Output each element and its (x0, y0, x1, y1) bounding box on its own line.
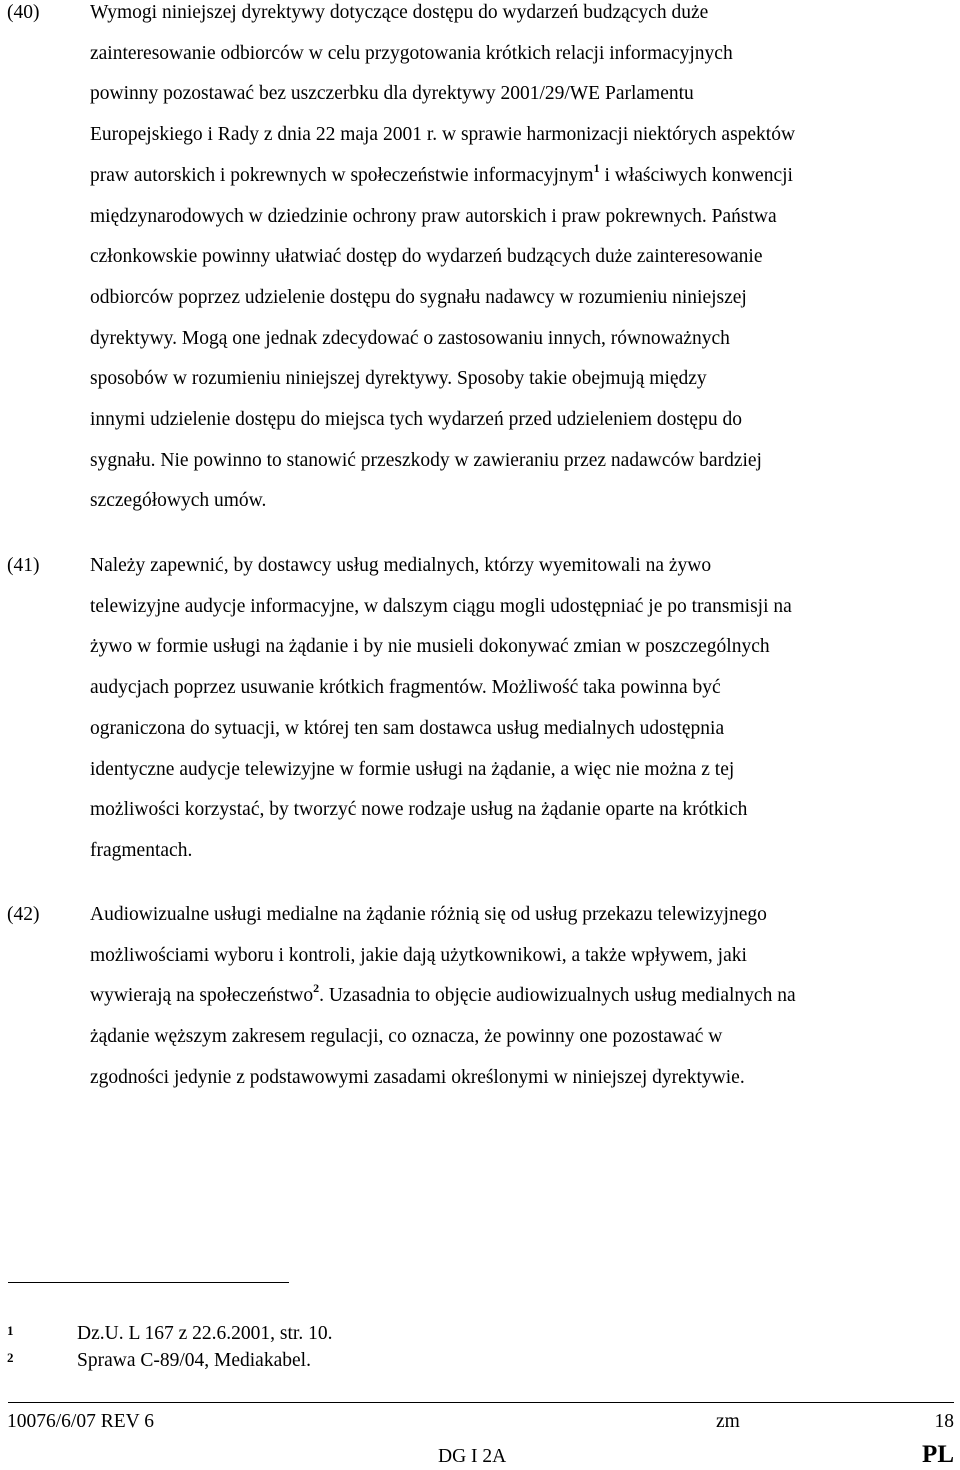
text-line: identyczne audycje telewizyjne w formie usługi na żądanie, a więc nie można z tej (90, 758, 735, 780)
text-line: powinny pozostawać bez uszczerbku dla dyrektywy 2001/29/WE Parlamentu (90, 83, 694, 105)
paragraph-number: (40) (7, 2, 40, 23)
text-line: zgodności jedynie z podstawowymi zasadami określonymi w niniejszej dyrektywie. (90, 1066, 745, 1088)
text-line: audycjach poprzez usuwanie krótkich fragmentów. Możliwość taka powinna być (90, 677, 721, 699)
footnote-number: 2 (7, 1350, 14, 1365)
paragraph-text (90, 895, 952, 1099)
text-line: telewizyjne audycje informacyjne, w dalszym ciągu mogli udostępniać je po transmisji na (90, 595, 792, 617)
footer-separator (8, 1402, 954, 1403)
footnote-text: Sprawa C-89/04, Mediakabel. (77, 1350, 311, 1371)
text-line: sposobów w rozumieniu niniejszej dyrektywy. Sposoby takie obejmują między (90, 368, 707, 390)
text-line: sygnału. Nie powinno to stanowić przeszkody w zawieraniu przez nadawców bardziej (90, 449, 762, 471)
text-line: możliwości korzystać, by tworzyć nowe rodzaje usług na żądanie oparte na krótkich (90, 799, 748, 821)
text-line: Wymogi niniejszej dyrektywy dotyczące dostępu do wydarzeń budzących duże (90, 2, 709, 23)
footnote-ref-1[interactable]: 1 (593, 160, 600, 175)
text-line: szczegółowych umów. (90, 490, 267, 512)
text-line: możliwościami wyboru i kontroli, jakie dają użytkownikowi, a także wpływem, jaki (90, 944, 747, 966)
text-line: dyrektywy. Mogą one jednak zdecydować o zastosowaniu innych, równoważnych (90, 327, 730, 349)
author-initials: zm (716, 1411, 740, 1432)
text-line: innymi udzielenie dostępu do miejsca tych wydarzeń przed udzieleniem dostępu do (90, 409, 742, 431)
text-line: międzynarodowych w dziedzinie ochrony praw autorskich i praw pokrewnych. Państwa (90, 205, 777, 227)
text-line: Należy zapewnić, by dostawcy usług medialnych, którzy wyemitowali na żywo (90, 555, 712, 576)
paragraph-number: (42) (7, 904, 40, 925)
footnote-number: 1 (7, 1323, 14, 1338)
text-fragment: wywierają na społeczeństwo (90, 985, 314, 1007)
text-line: żywo w formie usługi na żądanie i by nie musieli dokonywać zmian w poszczególnych (90, 636, 770, 658)
footnote-1 (0, 1321, 960, 1349)
text-line-with-footnote (90, 156, 952, 197)
paragraph-text (90, 546, 952, 872)
footnote-text: Dz.U. L 167 z 22.6.2001, str. 10. (77, 1323, 333, 1344)
document-reference: 10076/6/07 REV 6 (7, 1411, 154, 1432)
text-line: fragmentach. (90, 839, 193, 861)
text-fragment: . Uzasadnia to objęcie audiowizualnych usług medialnych na (319, 985, 796, 1007)
language-code: PL (922, 1441, 954, 1468)
footnote-ref-2[interactable]: 2 (313, 981, 320, 996)
footnote-2 (0, 1348, 960, 1376)
text-line: Europejskiego i Rady z dnia 22 maja 2001 r. w sprawie harmonizacji niektórych aspektów (90, 124, 796, 146)
paragraph-text (90, 0, 952, 522)
text-line: odbiorców poprzez udzielenie dostępu do sygnału nadawcy w rozumieniu niniejszej (90, 286, 747, 308)
text-fragment: i właściwych konwencji (599, 164, 793, 186)
text-line: członkowskie powinny ułatwiać dostęp do wydarzeń budzących duże zainteresowanie (90, 246, 763, 268)
text-fragment: praw autorskich i pokrewnych w społeczeństwie informacyjnym (90, 164, 594, 186)
text-line: żądanie węższym zakresem regulacji, co oznacza, że powinny one pozostawać w (90, 1026, 723, 1048)
text-line: Audiowizualne usługi medialne na żądanie różnią się od usług przekazu telewizyjnego (90, 904, 767, 925)
department-code: DG I 2A (438, 1446, 507, 1467)
text-line: ograniczona do sytuacji, w której ten sam dostawca usług medialnych udostępnia (90, 717, 725, 739)
text-line: zainteresowanie odbiorców w celu przygotowania krótkich relacji informacyjnych (90, 42, 733, 64)
footnote-separator (8, 1282, 289, 1283)
paragraph-number: (41) (7, 555, 40, 576)
text-line-with-footnote (90, 976, 952, 1017)
page-number: 18 (934, 1411, 954, 1432)
